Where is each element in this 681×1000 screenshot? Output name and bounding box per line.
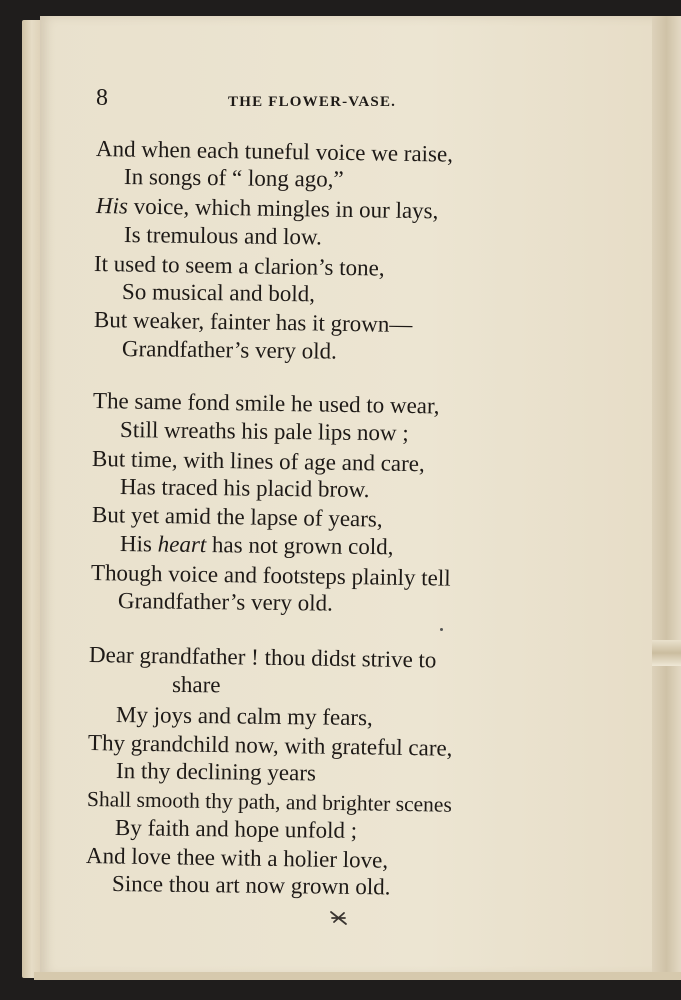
poem-line-text: His <box>119 531 158 557</box>
poem-line: And love thee with a holier love, <box>85 843 389 873</box>
poem-line-text: voice, which mingles in our lays, <box>127 193 439 224</box>
poem-line: But time, with lines of age and care, <box>91 446 425 477</box>
italic-word: His <box>95 193 129 219</box>
poem-line-text: has not grown cold, <box>206 532 394 560</box>
poem-line <box>120 531 394 560</box>
poem-line: Has traced his placid brow. <box>119 474 370 503</box>
poem-line: But weaker, fainter has it grown— <box>93 307 413 338</box>
poem-line: Since thou art now grown old. <box>111 871 391 900</box>
asterisk-mark-icon <box>328 908 350 928</box>
poem-line: Grandfather’s very old. <box>117 588 333 616</box>
poem-line: So musical and bold, <box>121 279 316 307</box>
poem-line: By faith and hope unfold ; <box>114 815 358 843</box>
poem-line: Is tremulous and low. <box>123 222 322 250</box>
italic-word: heart <box>157 531 207 558</box>
page-number: 8 <box>96 85 108 111</box>
ink-speck <box>440 628 443 631</box>
poem-line: Dear grandfather ! thou didst strive to <box>88 642 437 673</box>
running-title: THE FLOWER-VASE. <box>228 94 397 110</box>
poem-line: Though voice and footsteps plainly tell <box>90 560 451 591</box>
poem-line: And when each tuneful voice we raise, <box>95 136 454 167</box>
poem-line: Thy grandchild now, with grateful care, <box>87 730 453 761</box>
poem-line: Shall smooth thy path, and brighter scenes <box>86 787 452 817</box>
poem-line: In songs of “ long ago,” <box>123 164 344 192</box>
poem-line <box>96 193 439 224</box>
poem-line: The same fond smile he used to wear, <box>92 388 440 419</box>
poem-line: My joys and calm my fears, <box>115 702 373 731</box>
poem-line: In thy declining years <box>115 758 317 786</box>
poem-line: Grandfather’s very old. <box>121 336 337 364</box>
poem-line: It used to seem a clarion’s tone, <box>93 251 385 281</box>
poem-line: Still wreaths his pale lips now ; <box>119 417 409 446</box>
poem-line: share <box>171 672 221 698</box>
poem-line: But yet amid the lapse of years, <box>91 502 383 532</box>
